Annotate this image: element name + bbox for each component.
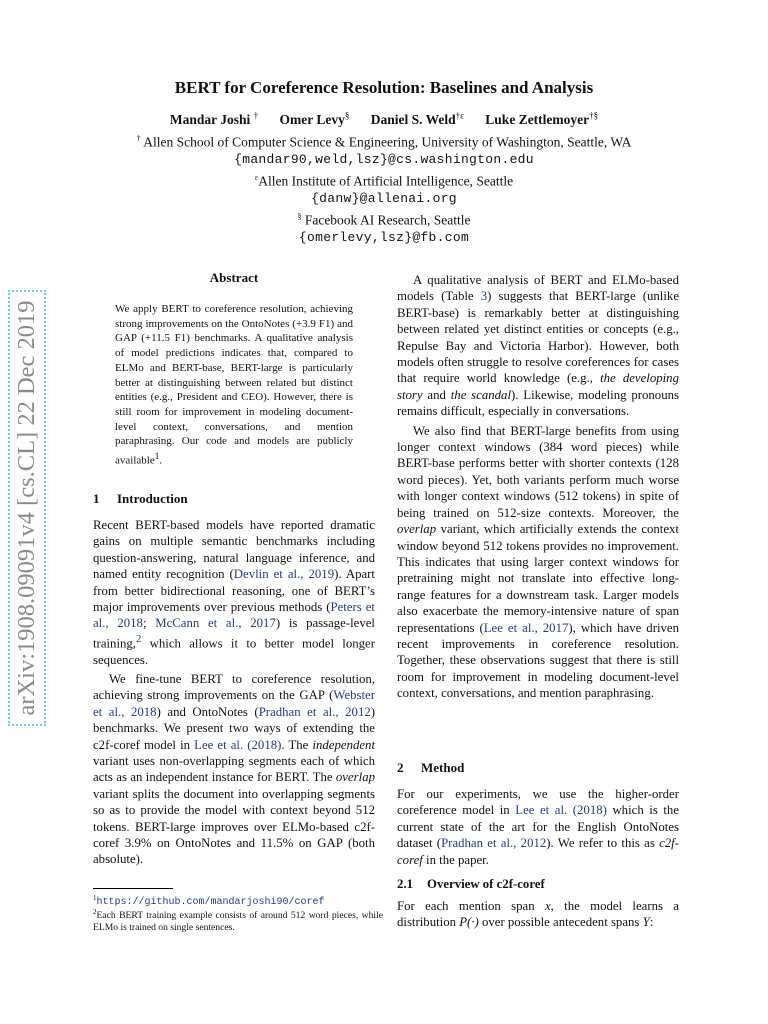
footnote: $^1$https://github.com/mandarjoshi90/coref: [93, 894, 325, 909]
citation-link[interactable]: McCann et al., 2017: [155, 616, 276, 631]
right-column: [397, 272, 679, 705]
abstract-body: We apply BERT to coreference resolution, achieving strong improvements on the OntoNotes (+3.9 F1) and GAP (+11.5 F1) benchmarks. A qualitative analysis of model predictions indicates that, compared to ELMo and BERT-base, BERT-large is particularly better at distinguishing between related but distinct entities (e.g., President and CEO). However, there is still room for improvement in modeling document-level context, conversations, and mention paraphrasing. Our code and models are publicly available$^1$.: [115, 303, 353, 467]
footnote-ref[interactable]: 2: [136, 633, 142, 645]
email: {mandar90,weld,lsz}@cs.washington.edu: [234, 152, 534, 167]
method-paragraph: For each mention span x, the model learns a distribution P(·) over possible antecedent spans Y:: [397, 899, 679, 930]
arxiv-identifier: arXiv:1908.09091v4 [cs.CL] 22 Dec 2019: [13, 300, 40, 716]
section-heading-introduction: 1 Introduction: [93, 491, 188, 506]
left-column: [93, 517, 375, 871]
affiliation: $^\varepsilon$Allen Institute of Artificial Intelligence, Seattle: [254, 173, 514, 189]
author: Daniel S. Weld$^{\dagger\varepsilon}$: [370, 110, 464, 127]
section-heading-method: 2 Method: [397, 760, 465, 775]
affiliation: † Allen School of Computer Science & Engineering, University of Washington, Seattle, WA: [136, 134, 632, 150]
citation-link[interactable]: Lee et al. (2018): [194, 737, 282, 752]
citation-link[interactable]: Pradhan et al., 2012: [258, 704, 371, 719]
citation-link[interactable]: Webster et al., 2018: [93, 688, 375, 719]
footnote-rule: [93, 888, 173, 889]
subsection-heading-overview: 2.1 Overview of c2f-coref: [397, 877, 545, 891]
affiliation: § Facebook AI Research, Seattle: [297, 212, 471, 228]
author: Luke Zettlemoyer†§: [485, 110, 599, 127]
citation-link[interactable]: Devlin et al., 2019: [233, 567, 335, 582]
arxiv-sidebar-stamp: [8, 290, 46, 726]
paragraph: Recent BERT-based models have reported dramatic gains on multiple semantic benchmarks including question-answering, natural language inference, and named entity recognition (Devlin et al., 2019). Apart from better bidirectional reasoning, one of BERT’s major improvements over previous methods (Peters et al., 2018; McCann et al., 2017) is passage-level training,$^2$ which allows it to better model longer sequences.: [93, 518, 375, 667]
footnote: $^2$Each BERT training example consists of around 512 word pieces, while ELMo is trained on single sentences.: [93, 908, 383, 934]
citation-link[interactable]: Pradhan et al., 2012: [441, 836, 547, 851]
table-ref-link[interactable]: 3: [480, 289, 488, 304]
footnote-ref[interactable]: 1: [154, 451, 160, 462]
method-paragraph: For our experiments, we use the higher-order coreference model in Lee et al. (2018) which is the current state of the art for the English OntoNotes dataset (Pradhan et al., 2012). We refer to this as c2f-coref in the paper.: [397, 787, 679, 867]
citation-link[interactable]: Peters et al., 2018: [93, 600, 375, 631]
paragraph: We also find that BERT-large benefits from using longer context windows (384 word pieces) while BERT-base performs better with shorter contexts (128 word pieces). Yet, both variants perform much worse with longer context windows (512 tokens) in spite of being trained on 512-size contexts. Moreover, the overlap variant, which artificially extends the context window beyond 512 tokens provides no improvement. This indicates that using larger context windows for pretraining might not translate into effective long-range features for a downstream task. Larger models also exacerbate the memory-intensive nature of span representations (Lee et al., 2017), which have driven recent improvements in coreference resolution. Together, these observations suggest that there is still room for improvement in modeling document-level context, conversations, and mention paraphrasing.: [397, 423, 679, 701]
email: {danw}@allenai.org: [311, 191, 457, 206]
email: {omerlevy,lsz}@fb.com: [298, 230, 470, 245]
author: Omer Levy§: [279, 110, 350, 127]
paragraph: We fine-tune BERT to coreference resolution, achieving strong improvements on the GAP (Webster et al., 2018) and OntoNotes (Pradhan et al., 2012) benchmarks. We present two ways of extending the c2f-coref model in Lee et al. (2018). The independent variant uses non-overlapping segments each of which acts as an independent instance for BERT. The overlap variant splits the document into overlapping segments so as to provide the model with context beyond 512 tokens. BERT-large improves over ELMo-based c2f-coref 3.9% on OntoNotes and 11.5% on GAP (both absolute).: [93, 671, 376, 867]
citation-link[interactable]: Lee et al. (2018): [515, 803, 607, 818]
author-list: [0, 110, 768, 128]
paragraph: A qualitative analysis of BERT and ELMo-based models (Table 3) suggests that BERT-large (unlike BERT-base) is remarkably better at distinguishing between related yet distinct entities or concepts (e.g., Repulse Bay and Victoria Harbor). However, both models often struggle to resolve coreferences for cases that require world knowledge (e.g., the developing story and the scandal). Likewise, modeling pronouns remains difficult, especially in conversations.: [397, 273, 679, 419]
citation-link[interactable]: Lee et al., 2017: [483, 620, 569, 635]
repository-link[interactable]: https://github.com/mandarjoshi90/coref: [96, 897, 325, 909]
paper-title: BERT for Coreference Resolution: Baselines and Analysis: [174, 78, 594, 97]
author: Mandar Joshi †: [169, 110, 259, 127]
abstract-heading: Abstract: [209, 270, 259, 285]
